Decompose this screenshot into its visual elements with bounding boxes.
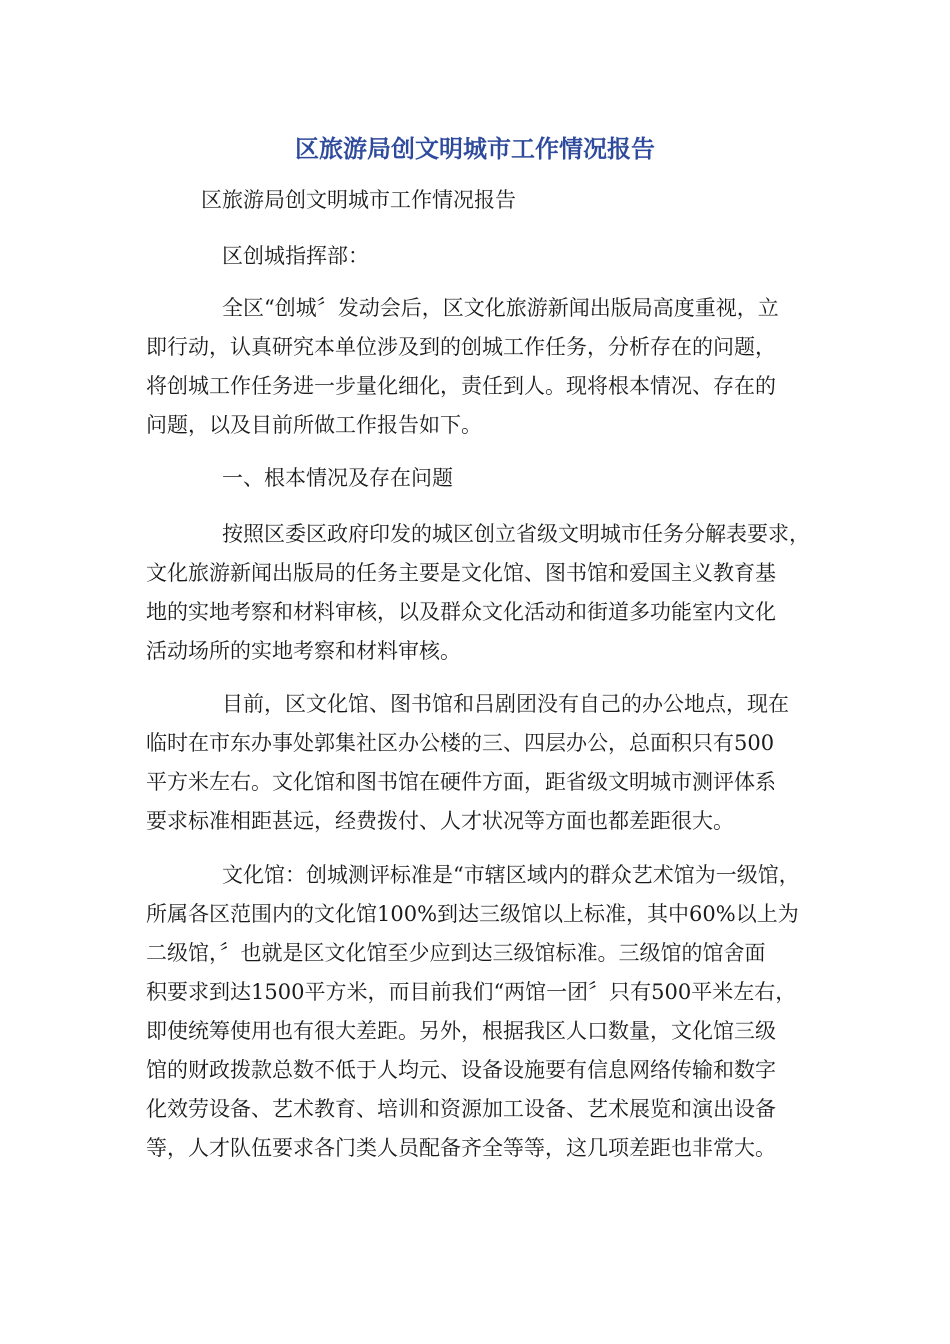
paragraph-line: 将创城工作任务进一步量化细化，责任到人。现将根本情况、存在的 [146, 374, 776, 398]
paragraph-line: 要求标准相距甚远，经费拨付、人才状况等方面也都差距很大。 [146, 809, 734, 833]
paragraph-line: 活动场所的实地考察和材料审核。 [146, 639, 461, 663]
section-heading: 一、根本情况及存在问题 [222, 466, 453, 490]
salutation: 区创城指挥部： [222, 244, 369, 268]
paragraph-line: 等，人才队伍要求各门类人员配备齐全等等，这几项差距也非常大。 [146, 1136, 776, 1160]
intro-paragraph [146, 289, 826, 445]
paragraph-line: 所属各区范围内的文化馆100%到达三级馆以上标准，其中60%以上为 [146, 902, 799, 926]
document-subtitle: 区旅游局创文明城市工作情况报告 [201, 188, 516, 212]
current-status-paragraph [146, 685, 826, 841]
paragraph-line: 平方米左右。文化馆和图书馆在硬件方面，距省级文明城市测评体系 [146, 770, 776, 794]
task-paragraph [146, 515, 826, 671]
cultural-center-paragraph [146, 856, 826, 1168]
document-title: 区旅游局创文明城市工作情况报告 [295, 135, 655, 163]
paragraph-line: 化效劳设备、艺术教育、培训和资源加工设备、艺术展览和演出设备 [146, 1097, 776, 1121]
paragraph-line: 即行动，认真研究本单位涉及到的创城工作任务，分析存在的问题， [146, 335, 776, 359]
paragraph-line: 馆的财政拨款总数不低于人均元、设备设施要有信息网络传输和数字 [146, 1058, 776, 1082]
paragraph-line: 积要求到达1500平方米，而目前我们“两馆一团〞只有500平米左右， [146, 980, 797, 1004]
paragraph-line: 二级馆，〞也就是区文化馆至少应到达三级馆标准。三级馆的馆舍面 [146, 941, 766, 965]
paragraph-line: 按照区委区政府印发的城区创立省级文明城市任务分解表要求， [222, 522, 810, 546]
paragraph-line: 目前，区文化馆、图书馆和吕剧团没有自己的办公地点，现在 [222, 692, 789, 716]
paragraph-line: 问题，以及目前所做工作报告如下。 [146, 413, 482, 437]
paragraph-line: 地的实地考察和材料审核，以及群众文化活动和街道多功能室内文化 [146, 600, 776, 624]
paragraph-line: 文化旅游新闻出版局的任务主要是文化馆、图书馆和爱国主义教育基 [146, 561, 776, 585]
paragraph-line: 文化馆：创城测评标准是“市辖区域内的群众艺术馆为一级馆， [222, 863, 800, 887]
paragraph-line: 全区“创城〞发动会后，区文化旅游新闻出版局高度重视，立 [222, 296, 779, 320]
paragraph-line: 临时在市东办事处郭集社区办公楼的三、四层办公，总面积只有500 [146, 731, 775, 755]
paragraph-line: 即使统筹使用也有很大差距。另外，根据我区人口数量，文化馆三级 [146, 1019, 776, 1043]
